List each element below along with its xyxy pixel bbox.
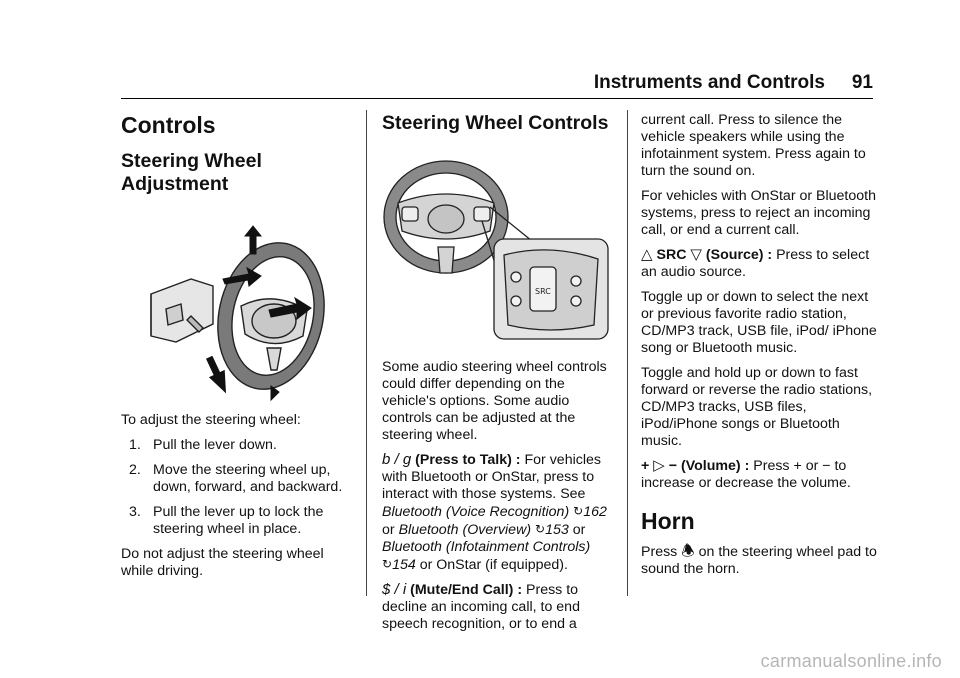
ref-voice-recognition: Bluetooth (Voice Recognition)	[382, 504, 570, 520]
talk-text: For vehicles with Bluetooth or OnStar, press to interact with those systems. See	[382, 452, 601, 502]
source-paragraph	[641, 247, 877, 281]
horn-text-a: Press	[641, 544, 678, 560]
step-item	[121, 462, 349, 496]
step-text: Pull the lever up to lock the steering wheel in place.	[153, 504, 324, 537]
adjust-intro: To adjust the steering wheel:	[121, 412, 301, 428]
toggle-hold-paragraph: Toggle and hold up or down to fast forward or reverse the radio stations, CD/MP3 tracks, USB files, iPod/iPhone songs or Bluetooth music.	[641, 365, 873, 449]
step-text: Move the steering wheel up, down, forward, and backward.	[153, 462, 343, 495]
steering-adjustment-illustration	[121, 224, 349, 402]
horn-icon: 🕭︎	[681, 543, 695, 560]
onstar-paragraph: For vehicles with OnStar or Bluetooth systems, press to reject an incoming call, or end a current call.	[641, 188, 876, 238]
controls-intro: Some audio steering wheel controls could differ depending on the vehicle's options. Some audio controls can be adjusted at the steering wheel.	[382, 359, 607, 443]
heading-steering-adjustment	[121, 150, 349, 196]
heading-controls: Controls	[121, 112, 216, 138]
column-divider-1	[366, 110, 367, 596]
volume-plus: +	[641, 458, 650, 474]
column-divider-2	[627, 110, 628, 596]
heading-horn: Horn	[641, 508, 695, 534]
mute-label: (Mute/End Call) :	[410, 582, 523, 598]
column-2	[382, 112, 614, 641]
press-to-talk-paragraph	[382, 452, 614, 574]
watermark: carmanualsonline.info	[760, 651, 942, 671]
arrow-circle-icon: ↻	[573, 504, 584, 518]
volume-icon: ▷	[653, 457, 665, 474]
voice-talk-icon: b / g	[382, 451, 412, 468]
step-number: 1.	[129, 437, 141, 453]
triangle-up-icon: △	[641, 246, 653, 263]
volume-label: (Volume) :	[681, 458, 750, 474]
or-text: or	[572, 522, 586, 538]
arrow-circle-icon: ↻	[535, 522, 546, 536]
ref-infotainment-controls: Bluetooth (Infotainment Controls)	[382, 539, 591, 555]
ref-page: 153	[545, 522, 569, 538]
step-item	[121, 437, 349, 454]
mute-end-call-icon: $ / i	[382, 581, 407, 598]
triangle-down-icon: ▽	[690, 246, 702, 263]
source-label: (Source) :	[705, 247, 773, 263]
ref-page: 154	[392, 557, 416, 573]
step-text: Pull the lever down.	[153, 437, 277, 453]
mute-paragraph	[382, 582, 614, 633]
svg-text:SRC: SRC	[535, 287, 551, 296]
ref-page: 162	[583, 504, 607, 520]
src-label: SRC	[656, 247, 687, 263]
steering-controls-illustration	[382, 155, 612, 345]
ref-tail: or OnStar (if equipped).	[419, 557, 568, 573]
page-header	[121, 70, 873, 99]
step-item	[121, 504, 349, 538]
page-number: 91	[851, 72, 873, 93]
step-number: 3.	[129, 504, 141, 520]
talk-label: (Press to Talk) :	[415, 452, 521, 468]
ref-bluetooth-overview: Bluetooth (Overview)	[398, 522, 532, 538]
arrow-circle-icon: ↻	[382, 557, 393, 571]
volume-text: Press + or − to increase or decrease the volume.	[641, 458, 851, 491]
step-number: 2.	[129, 462, 141, 478]
volume-paragraph	[641, 458, 877, 492]
source-text: Press to select an audio source.	[641, 247, 870, 280]
horn-text-b: on the steering wheel pad to sound the horn.	[641, 544, 877, 577]
heading-line-1: Steering Wheel	[121, 150, 262, 172]
heading-line-2: Adjustment	[121, 173, 229, 195]
horn-paragraph	[641, 544, 877, 578]
mute-continued: current call. Press to silence the vehicle speakers while using the infotainment system. Press again to turn the sound on.	[641, 112, 866, 179]
section-title: Instruments and Controls	[593, 72, 825, 93]
adjust-warning: Do not adjust the steering wheel while driving.	[121, 546, 324, 579]
heading-steering-wheel-controls: Steering Wheel Controls	[382, 112, 609, 134]
column-3	[641, 112, 877, 586]
column-1	[121, 112, 349, 588]
volume-minus: −	[668, 458, 678, 474]
adjust-steps	[121, 437, 349, 538]
or-text: or	[382, 522, 395, 538]
toggle-paragraph: Toggle up or down to select the next or previous favorite radio station, CD/MP3 track, USB file, iPod/ iPhone song or Bluetooth music.	[641, 289, 877, 356]
mute-text: Press to decline an incoming call, to end speech recognition, or to end a	[382, 582, 580, 632]
